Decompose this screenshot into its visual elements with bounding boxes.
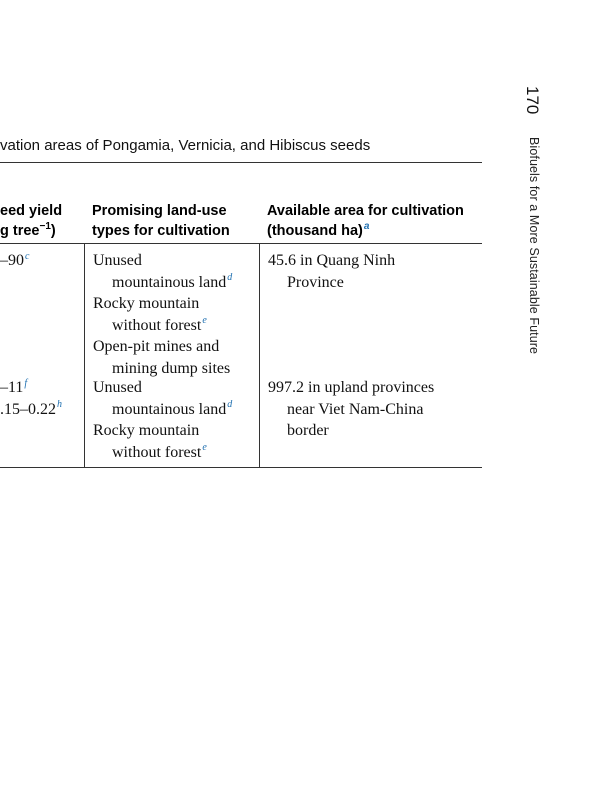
header-land-use-line1: Promising land-use	[92, 203, 227, 219]
header-seed-yield-line1: eed yield	[0, 203, 63, 219]
table-caption: vation areas of Pongamia, Vernicia, and Hibiscus seeds	[0, 137, 371, 154]
list-item: Rocky mountain	[93, 295, 200, 312]
row1-land-use: Unused mountainous land$^d$ Rocky mountain without forest$^e$ Open-pit mines and mining dump sites	[93, 252, 233, 377]
footnote-a-link[interactable]: a	[363, 221, 370, 233]
footnote-f-link[interactable]: f	[24, 377, 28, 389]
header-bottom-rule	[0, 243, 482, 244]
footnote-c-link[interactable]: c	[25, 250, 30, 262]
footnote-e-link[interactable]: e	[202, 315, 207, 327]
column-divider-2	[259, 243, 260, 467]
list-item: Unused	[93, 252, 142, 269]
header-area-line2: (thousand ha)$^a$	[267, 221, 370, 239]
footnote-d-link[interactable]: d	[227, 272, 233, 284]
table-top-rule	[0, 162, 482, 163]
header-land-use-line2: types for cultivation	[92, 223, 230, 239]
list-item: Open-pit mines and	[93, 338, 220, 355]
running-title: Biofuels for a More Sustainable Future	[527, 137, 541, 355]
header-land-use	[92, 201, 230, 241]
list-item: Rocky mountain	[93, 422, 200, 439]
header-area-line1: Available area for cultivation	[267, 203, 464, 219]
row2-land-use: Unused mountainous land$^d$ Rocky mountain without forest$^e$	[93, 379, 233, 461]
row2-available-area: 997.2 in upland provinces near Viet Nam-China border	[268, 379, 435, 439]
row1-available-area: 45.6 in Quang Ninh Province	[268, 252, 396, 291]
list-item: Unused	[93, 379, 142, 396]
header-seed-yield-line2: g tree$^{-1}$)	[0, 221, 56, 239]
column-divider-1	[84, 243, 85, 467]
footnote-h-link[interactable]: h	[57, 399, 62, 411]
footnote-d-link[interactable]: d	[227, 399, 233, 411]
row1-seed-yield: –90$^c$	[0, 250, 30, 269]
header-seed-yield	[0, 201, 62, 241]
table-bottom-rule	[0, 467, 482, 468]
row2-seed-yield: –11$^f$ .15–0.22$^h$	[0, 377, 62, 418]
header-available-area	[267, 201, 464, 241]
footnote-e-link[interactable]: e	[202, 442, 207, 454]
page-number: 170	[523, 86, 542, 115]
